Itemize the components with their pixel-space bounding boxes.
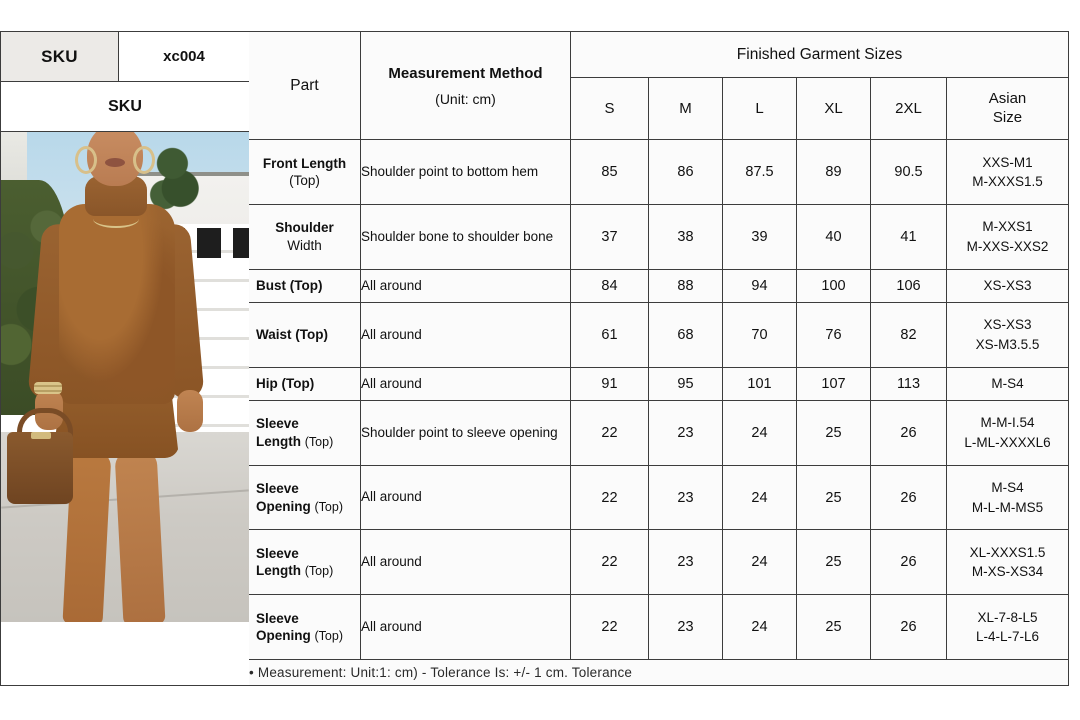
asian-size-line: M-XXS1	[982, 219, 1033, 235]
part-name-cell	[249, 269, 361, 302]
measurement-value-m: 23	[649, 465, 723, 530]
part-name-cell	[249, 204, 361, 269]
part-name-line1: Sleeve	[256, 545, 299, 561]
part-name-line1: Sleeve	[256, 481, 299, 497]
asian-size-line: M-S4	[991, 376, 1024, 392]
part-name-cell	[249, 400, 361, 465]
measurement-value-l: 101	[723, 367, 797, 400]
measurement-value-m: 95	[649, 367, 723, 400]
measurement-method-cell: Shoulder point to sleeve opening	[361, 400, 571, 465]
measurement-method-header	[361, 32, 571, 140]
part-name-line1: Shoulder	[275, 220, 334, 236]
measurement-value-xl: 107	[797, 367, 871, 400]
measurement-value-l: 94	[723, 269, 797, 302]
asian-size-line: M-XXS-XXS2	[966, 238, 1049, 254]
asian-size-line: M-M-I.54	[980, 415, 1035, 431]
hoop-earring	[133, 146, 155, 174]
sku-header-row	[1, 32, 249, 82]
sku-value: xc004	[119, 32, 249, 81]
asian-size-line: XL-7-8-L5	[977, 609, 1038, 625]
part-name-line1: Bust (Top)	[256, 278, 323, 294]
left-panel-cell	[1, 32, 249, 686]
measurement-value-s: 22	[571, 530, 649, 595]
measurement-value-xl: 25	[797, 465, 871, 530]
asian-size-column-header: Asian Size	[947, 78, 1069, 140]
size-column-header-m: M	[649, 78, 723, 140]
measurement-value-s: 85	[571, 140, 649, 205]
asian-size-line: XS-XS3	[983, 317, 1032, 333]
measurement-value-2xl: 26	[871, 595, 947, 660]
part-name-cell	[249, 595, 361, 660]
size-column-header-2xl: 2XL	[871, 78, 947, 140]
part-name-cell	[249, 302, 361, 367]
measurement-tolerance-note: • Measurement: Unit:1: cm) - Tolerance Is: +/- 1 cm. Tolerance	[249, 660, 1069, 686]
asian-size-line: XXS-M1	[982, 154, 1033, 170]
part-name-cell	[249, 140, 361, 205]
garage-window	[233, 228, 249, 258]
measurement-value-xl: 25	[797, 595, 871, 660]
measurement-value-s: 61	[571, 302, 649, 367]
asian-size-line: M-XXXS1.5	[972, 174, 1043, 190]
measurement-value-xl: 25	[797, 400, 871, 465]
asian-size-cell	[947, 465, 1069, 530]
measurement-value-m: 23	[649, 595, 723, 660]
measurement-value-s: 22	[571, 465, 649, 530]
measurement-value-m: 38	[649, 204, 723, 269]
measurement-value-xl: 100	[797, 269, 871, 302]
measurement-value-s: 22	[571, 595, 649, 660]
asian-size-cell	[947, 269, 1069, 302]
part-name-cell	[249, 530, 361, 595]
asian-size-line: L-ML-XXXXL6	[964, 434, 1051, 450]
part-name-line2: Opening (Top)	[256, 498, 343, 514]
measurement-value-m: 23	[649, 400, 723, 465]
measurement-value-l: 24	[723, 465, 797, 530]
measurement-method-cell: All around	[361, 530, 571, 595]
measurement-value-l: 70	[723, 302, 797, 367]
size-column-header-l: L	[723, 78, 797, 140]
part-column-header: Part	[249, 32, 361, 140]
part-name-line2: Length (Top)	[256, 563, 334, 579]
part-name-line1: Sleeve	[256, 610, 299, 626]
part-name-line2: (Top)	[289, 173, 320, 189]
asian-size-line: M-S4	[991, 480, 1024, 496]
measurement-method-cell: All around	[361, 367, 571, 400]
asian-size-cell	[947, 302, 1069, 367]
measurement-value-m: 88	[649, 269, 723, 302]
measurement-value-2xl: 82	[871, 302, 947, 367]
measurement-value-m: 68	[649, 302, 723, 367]
sku-subheader: SKU	[1, 82, 249, 132]
asian-size-cell	[947, 400, 1069, 465]
measurement-value-xl: 40	[797, 204, 871, 269]
measurement-value-2xl: 26	[871, 465, 947, 530]
measurement-method-cell: All around	[361, 302, 571, 367]
asian-size-line: M-L-M-MS5	[971, 499, 1044, 515]
measurement-method-cell: Shoulder bone to shoulder bone	[361, 204, 571, 269]
measurement-value-2xl: 26	[871, 530, 947, 595]
measurement-value-l: 24	[723, 400, 797, 465]
asian-size-line: XS-XS3	[983, 278, 1032, 294]
asian-size-line: M-XS-XS34	[971, 564, 1044, 580]
measurement-value-m: 86	[649, 140, 723, 205]
measurement-value-2xl: 41	[871, 204, 947, 269]
sku-and-photo-panel	[1, 32, 249, 685]
part-name-line2: Width	[287, 237, 322, 253]
handbag	[7, 432, 73, 504]
asian-size-line: XS-M3.5.5	[975, 336, 1040, 352]
measurement-value-s: 37	[571, 204, 649, 269]
sku-label: SKU	[1, 32, 119, 81]
part-name-cell	[249, 465, 361, 530]
measurement-value-s: 22	[571, 400, 649, 465]
measurement-value-xl: 25	[797, 530, 871, 595]
measurement-value-xl: 76	[797, 302, 871, 367]
header-row-top	[1, 32, 1069, 78]
necklace	[93, 210, 139, 228]
model-lips	[105, 158, 125, 167]
asian-size-cell	[947, 140, 1069, 205]
bracelet	[34, 382, 62, 394]
measurement-method-cell: All around	[361, 595, 571, 660]
measurement-value-s: 84	[571, 269, 649, 302]
handbag-clasp	[31, 432, 51, 439]
measurement-value-2xl: 106	[871, 269, 947, 302]
asian-size-line: XL-XXXS1.5	[969, 544, 1046, 560]
measurement-value-l: 87.5	[723, 140, 797, 205]
hoop-earring	[75, 146, 97, 174]
measurement-value-l: 39	[723, 204, 797, 269]
measurement-method-cell: All around	[361, 465, 571, 530]
measurement-method-title: Measurement Method	[388, 64, 543, 82]
asian-size-cell	[947, 595, 1069, 660]
asian-size-cell	[947, 204, 1069, 269]
asian-size-cell	[947, 367, 1069, 400]
model-hand	[177, 390, 203, 432]
part-name-line2: Length (Top)	[256, 433, 334, 449]
size-chart-grid	[0, 31, 1069, 686]
measurement-value-l: 24	[723, 530, 797, 595]
garage-window	[197, 228, 221, 258]
dress-bodice	[59, 204, 175, 404]
part-name-line2: Opening (Top)	[256, 628, 343, 644]
measurement-unit-note: (Unit: cm)	[435, 90, 496, 107]
finished-garment-sizes-header: Finished Garment Sizes	[571, 32, 1069, 78]
measurement-value-2xl: 90.5	[871, 140, 947, 205]
measurement-value-m: 23	[649, 530, 723, 595]
part-name-cell	[249, 367, 361, 400]
asian-size-line: L-4-L-7-L6	[975, 629, 1040, 645]
asian-size-cell	[947, 530, 1069, 595]
part-name-line1: Sleeve	[256, 416, 299, 432]
measurement-value-l: 24	[723, 595, 797, 660]
measurement-value-2xl: 113	[871, 367, 947, 400]
size-column-header-xl: XL	[797, 78, 871, 140]
part-name-line1: Front Length	[262, 155, 347, 171]
measurement-value-2xl: 26	[871, 400, 947, 465]
measurement-value-s: 91	[571, 367, 649, 400]
measurement-method-cell: Shoulder point to bottom hem	[361, 140, 571, 205]
photo-bottom-margin	[1, 622, 249, 649]
part-name-line1: Waist (Top)	[256, 327, 328, 343]
product-photo-scene	[1, 132, 249, 622]
product-photo	[1, 132, 249, 649]
size-column-header-s: S	[571, 78, 649, 140]
size-chart-table	[0, 31, 1068, 684]
measurement-method-cell: All around	[361, 269, 571, 302]
measurement-value-xl: 89	[797, 140, 871, 205]
part-name-line1: Hip (Top)	[256, 376, 315, 392]
